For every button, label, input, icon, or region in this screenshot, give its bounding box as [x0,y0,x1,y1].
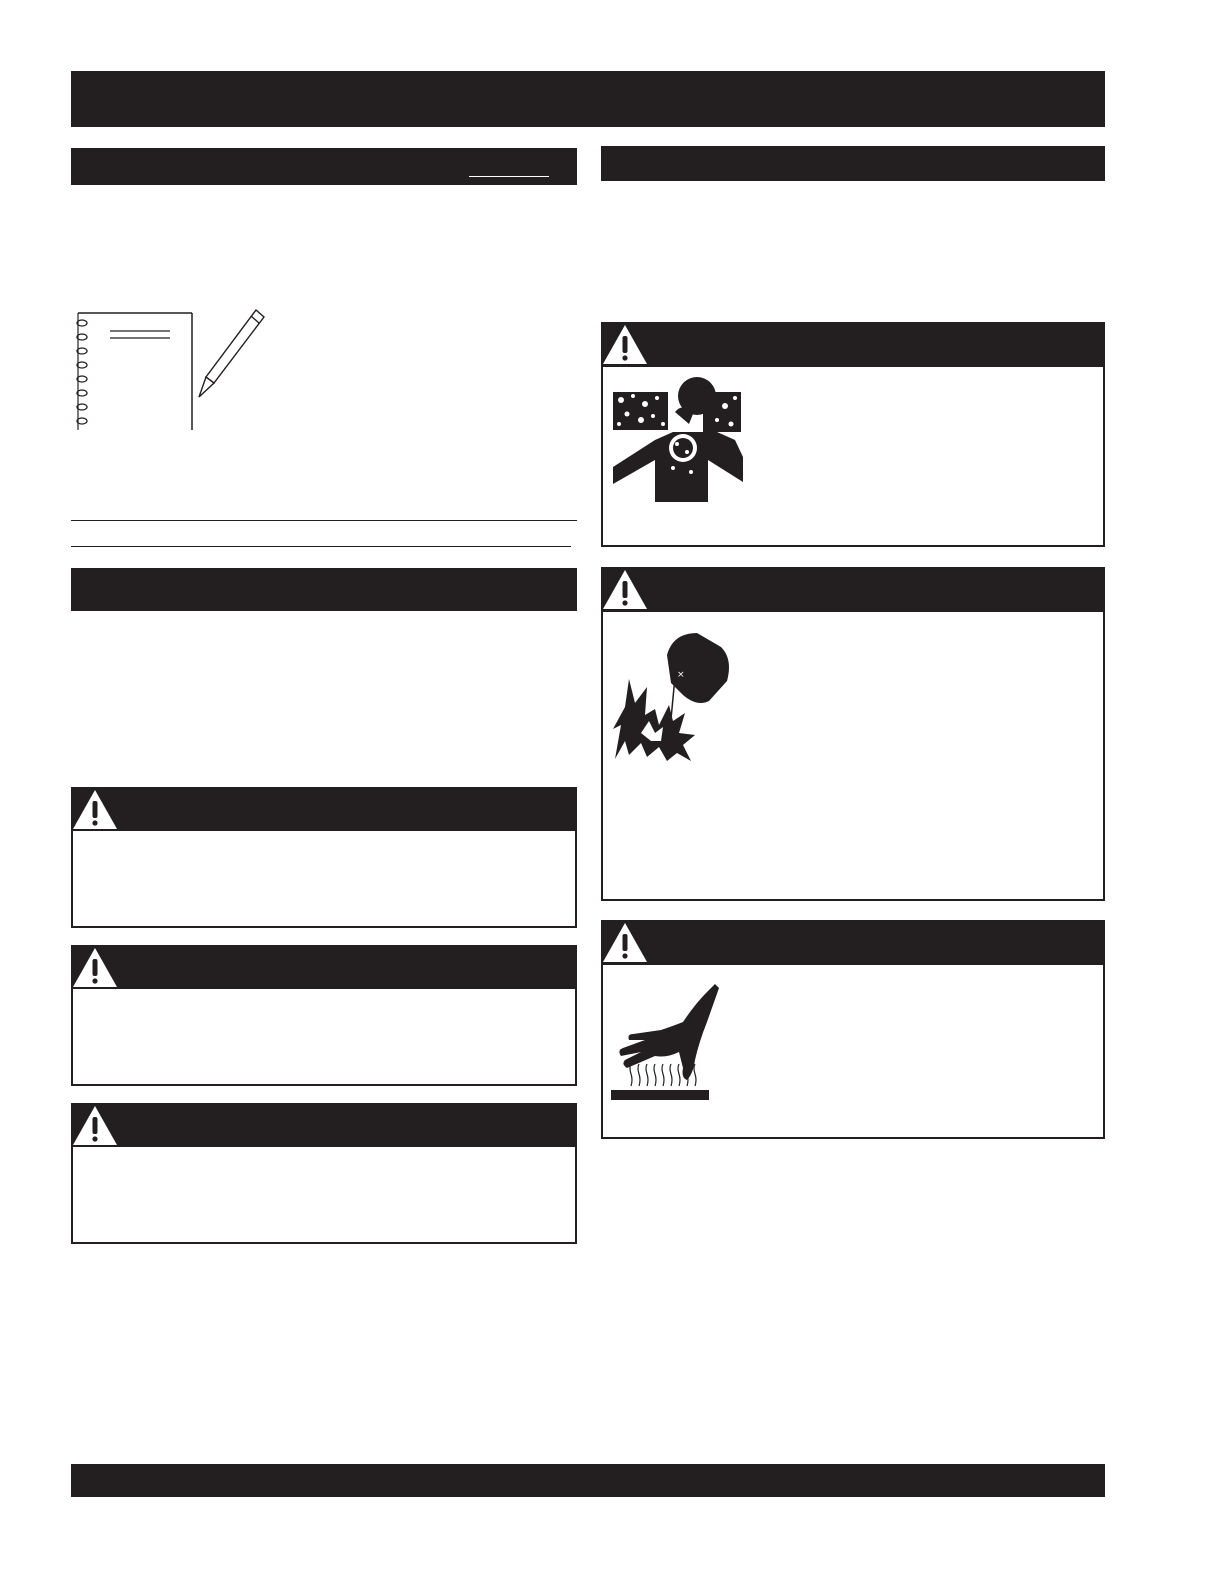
warning-triangle-icon [601,920,651,965]
warning-header-bar [601,920,1105,965]
divider-rule [71,546,571,547]
warning-header-bar [601,567,1105,612]
toxic-fumes-icon [613,372,743,507]
warning-triangle-icon [601,322,651,367]
warning-box [601,920,1105,1139]
warning-box [71,945,577,1086]
heading-underline [469,176,549,177]
left-section2-heading-bar [71,568,577,611]
warning-triangle-icon [601,567,651,612]
warning-box [601,567,1105,901]
warning-header-bar [601,322,1105,367]
explosion-fuel-can-icon [611,629,736,764]
warning-header-bar [71,1103,577,1147]
warning-header-bar [71,945,577,989]
right-section-heading-bar [601,146,1105,181]
svg-text:×: × [677,670,685,680]
warning-triangle-icon [71,945,121,989]
hot-surface-icon [611,982,721,1106]
left-section1-heading-bar [71,148,577,185]
top-banner [71,71,1105,127]
warning-box [601,322,1105,547]
warning-triangle-icon [71,787,121,831]
warning-box [71,787,577,928]
warning-triangle-icon [71,1103,121,1147]
warning-header-bar [71,787,577,831]
bottom-banner [71,1464,1105,1497]
divider-rule [71,520,577,521]
warning-box [71,1103,577,1244]
notebook-pencil-icon [70,305,270,430]
